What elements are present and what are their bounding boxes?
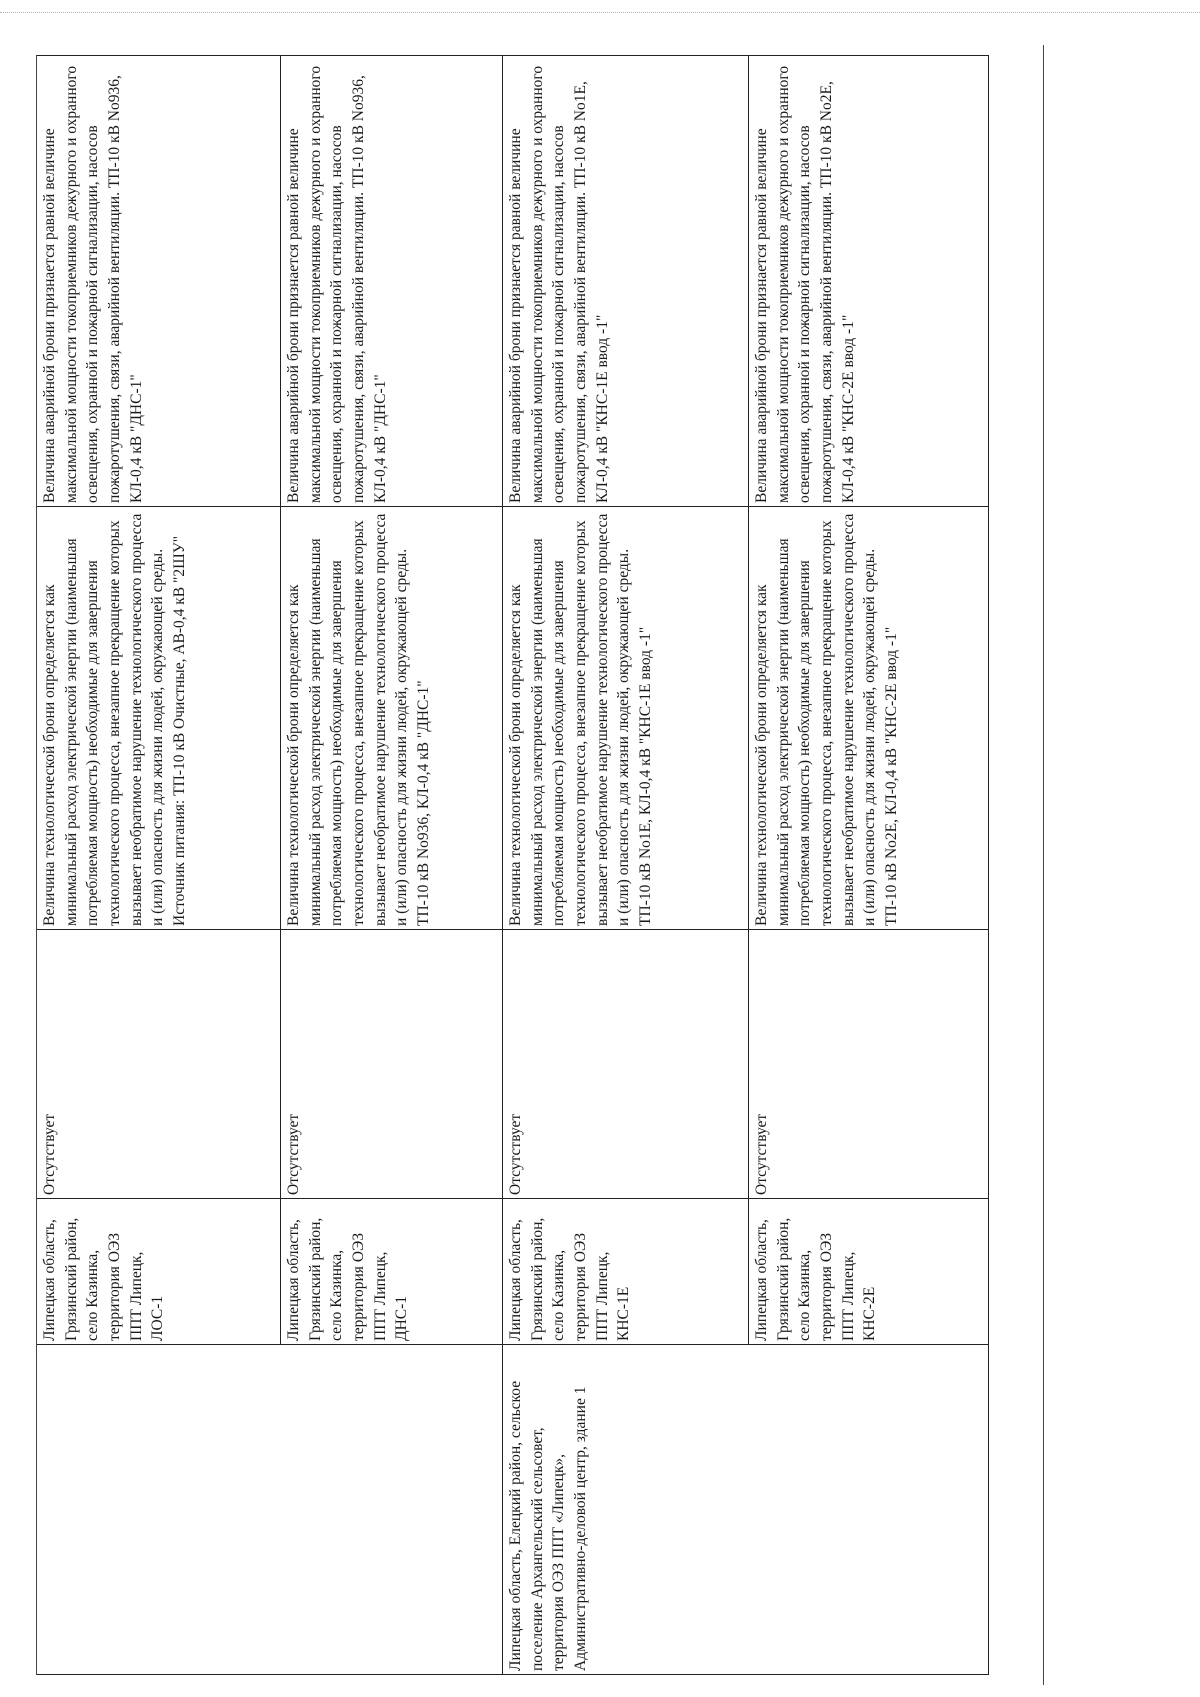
status-cell: Отсутствует: [753, 1113, 770, 1195]
tech-reserve-cell: Величина технологической брони определяется как минимальный расход электрической энергии (наименьшая потребляемая мощность) необходимые для завершения технологического процесса, внезапное прекращение которых вызывает необратимое нарушение технологического процесса и (или) опасность для жизни людей, окружающей среды. Источник питания: ТП-10 кВ Очистные, АВ-0,4 кВ "2ШУ": [41, 513, 189, 926]
table-border: [36, 55, 989, 56]
status-cell: Отсутствует: [507, 1113, 524, 1195]
table-border: [36, 1198, 989, 1199]
row-separator: [36, 55, 37, 1675]
status-cell: Отсутствует: [285, 1113, 302, 1195]
rotated-table: [36, 55, 1086, 1675]
location-cell: Липецкая область, Грязинский район, село Казинка, территория ОЭЗ ППТ Липецк, КНС-2Е: [753, 1217, 879, 1341]
emergency-reserve-cell: Величина аварийной брони признается равной величине максимальной мощности токоприемников дежурного и охранного освещения, охранной и пожарной сигнализации, насосов пожаротушения, связи, аварийной вентиляции. ТП-10 кВ No1Е, КЛ-0,4 кВ "КНС-1Е ввод -1": [507, 65, 611, 503]
emergency-reserve-cell: Величина аварийной брони признается равной величине максимальной мощности токоприемников дежурного и охранного освещения, охранной и пожарной сигнализации, насосов пожаротушения, связи, аварийной вентиляции. ТП-10 кВ No936, КЛ-0,4 кВ "ДНС-1": [285, 65, 389, 503]
location-cell: Липецкая область, Грязинский район, село Казинка, территория ОЭЗ ППТ Липецк, ЛОС-1: [41, 1217, 167, 1341]
status-cell: Отсутствует: [41, 1113, 58, 1195]
table-border: [36, 929, 989, 930]
table-border: [36, 1674, 989, 1675]
table-border: [36, 1344, 989, 1345]
location-cell: Липецкая область, Грязинский район, село Казинка, территория ОЭЗ ППТ Липецк, ДНС-1: [285, 1217, 411, 1341]
page-top-rule: [0, 12, 1200, 13]
address-cell: [311, 1345, 531, 1675]
address-cell: Липецкая область, Елецкий район, сельское поселение Архангельский сельсовет, территория ОЭЗ ППТ «Липецк», Административно-деловой центр, здание 1: [507, 1380, 590, 1671]
margin-rule: [1043, 45, 1044, 1685]
address-cell: [36, 1345, 311, 1675]
row-separator: [502, 55, 503, 1675]
emergency-reserve-cell: Величина аварийной брони признается равной величине максимальной мощности токоприемников дежурного и охранного освещения, охранной и пожарной сигнализации, насосов пожаротушения, связи, аварийной вентиляции. ТП-10 кВ No2Е, КЛ-0,4 кВ "КНС-2Е ввод -1": [753, 65, 857, 503]
table-border: [36, 506, 989, 507]
row-separator: [748, 55, 749, 1345]
row-separator: [988, 55, 989, 1675]
tech-reserve-cell: Величина технологической брони определяется как минимальный расход электрической энергии (наименьшая потребляемая мощность) необходимые для завершения технологического процесса, внезапное прекращение которых вызывает необратимое нарушение технологического процесса и (или) опасность для жизни людей, окружающей среды. ТП-10 кВ No936, КЛ-0,4 кВ "ДНС-1": [285, 513, 433, 926]
location-cell: Липецкая область, Грязинский район, село Казинка, территория ОЭЗ ППТ Липецк, КНС-1Е: [507, 1217, 633, 1341]
row-separator: [280, 55, 281, 1345]
tech-reserve-cell: Величина технологической брони определяется как минимальный расход электрической энергии (наименьшая потребляемая мощность) необходимые для завершения технологического процесса, внезапное прекращение которых вызывает необратимое нарушение технологического процесса и (или) опасность для жизни людей, окружающей среды. ТП-10 кВ No2Е, КЛ-0,4 кВ "КНС-2Е ввод -1": [753, 513, 901, 926]
tech-reserve-cell: Величина технологической брони определяется как минимальный расход электрической энергии (наименьшая потребляемая мощность) необходимые для завершения технологического процесса, внезапное прекращение которых вызывает необратимое нарушение технологического процесса и (или) опасность для жизни людей, окружающей среды. ТП-10 кВ No1Е, КЛ-0,4 кВ "КНС-1Е ввод -1": [507, 513, 655, 926]
emergency-reserve-cell: Величина аварийной брони признается равной величине максимальной мощности токоприемников дежурного и охранного освещения, охранной и пожарной сигнализации, насосов пожаротушения, связи, аварийной вентиляции. ТП-10 кВ No936, КЛ-0,4 кВ "ДНС-1": [41, 65, 145, 503]
